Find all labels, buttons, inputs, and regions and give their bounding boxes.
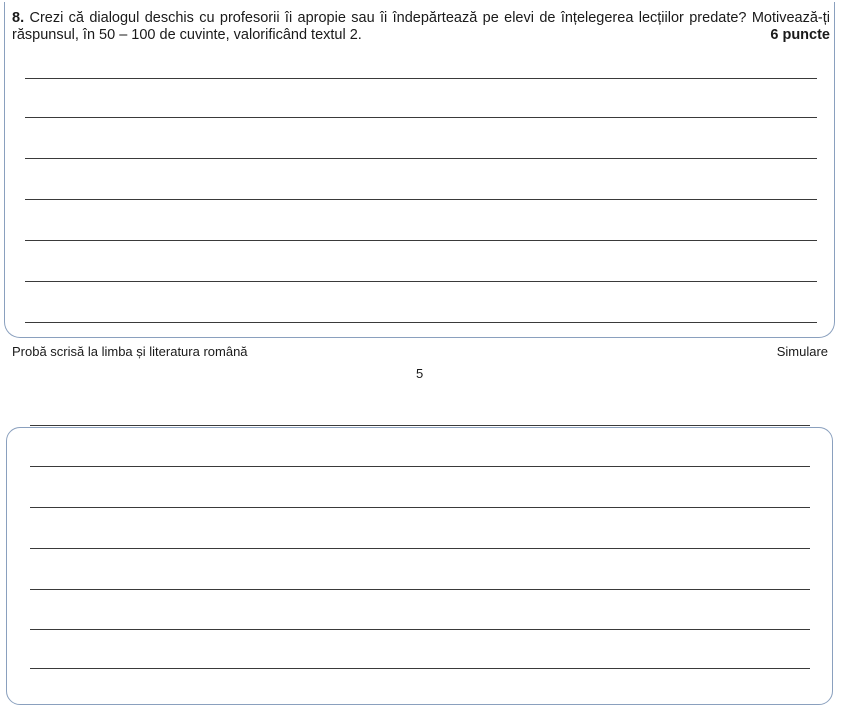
writing-line[interactable] xyxy=(30,629,810,630)
answer-box-2 xyxy=(6,427,833,705)
writing-line[interactable] xyxy=(30,668,810,669)
footer-exam-title: Probă scrisă la limba și literatura română xyxy=(12,344,248,359)
question-points: 6 puncte xyxy=(770,27,830,43)
writing-line[interactable] xyxy=(25,199,817,200)
question-8 xyxy=(12,10,830,44)
question-text: Crezi că dialogul deschis cu profesorii îi apropie sau îi îndepărtează pe elevi de înțelegerea lecțiilor predate? Motivează-ți răspunsul, în 50 – 100 de cuvinte, valorificând textul 2. xyxy=(12,10,831,43)
writing-line[interactable] xyxy=(25,117,817,118)
writing-line[interactable] xyxy=(30,548,810,549)
writing-line[interactable] xyxy=(30,507,810,508)
writing-line[interactable] xyxy=(25,281,817,282)
question-number: 8. xyxy=(12,10,25,26)
writing-line[interactable] xyxy=(25,158,817,159)
answer-box-1 xyxy=(4,2,835,338)
footer-label: Simulare xyxy=(776,344,828,359)
writing-line[interactable] xyxy=(25,322,817,323)
writing-line[interactable] xyxy=(30,425,810,426)
writing-line[interactable] xyxy=(25,240,817,241)
page-number: 5 xyxy=(416,366,424,381)
writing-line[interactable] xyxy=(30,589,810,590)
writing-line[interactable] xyxy=(25,78,817,79)
writing-line[interactable] xyxy=(30,466,810,467)
